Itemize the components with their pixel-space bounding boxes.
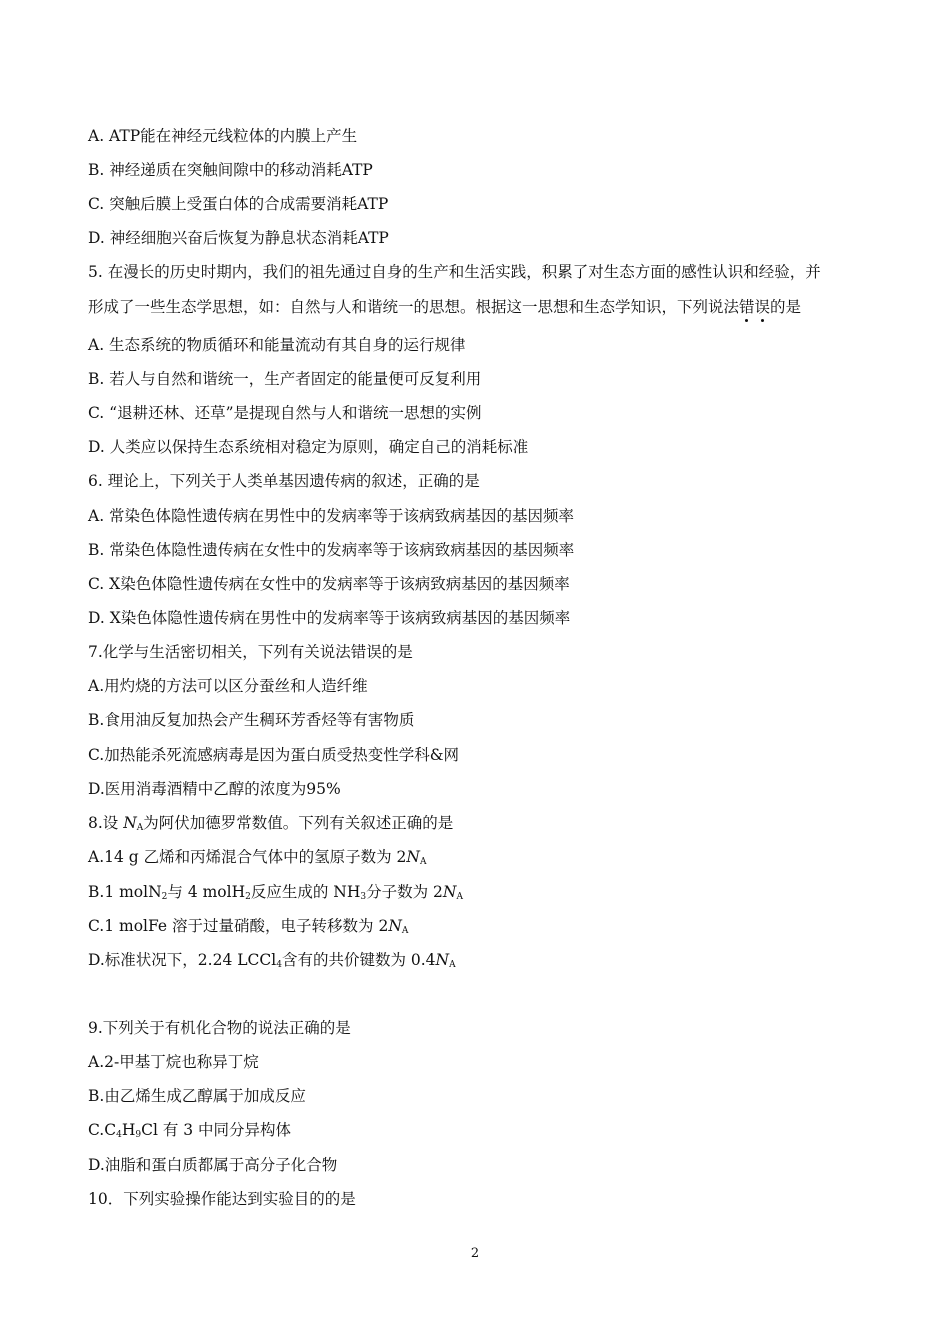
na-subscript: A — [449, 960, 456, 970]
q5-option-d: D. 人类应以保持生态系统相对稳定为原则，确定自己的消耗标准 — [88, 438, 529, 456]
q4-option-c: C. 突触后膜上受蛋白体的合成需要消耗ATP — [88, 195, 389, 213]
q8-option-b-text: 分子数为 2 — [366, 883, 443, 901]
subscript: 4 — [116, 1130, 122, 1140]
q8-stem-pre: 8.设 — [88, 814, 124, 832]
q5-option-a: A. 生态系统的物质循环和能量流动有其自身的运行规律 — [88, 336, 466, 354]
q6-option-d: D. X染色体隐性遗传病在男性中的发病率等于该病致病基因的基因频率 — [88, 609, 571, 627]
q9-option-c-text: C.C — [88, 1121, 117, 1139]
na-subscript: A — [136, 823, 144, 833]
q8-option-d-text: D.标准状况下，2.24 LCCl — [88, 951, 277, 969]
q8-option-d-text: 含有的共价键数为 0.4 — [281, 951, 436, 969]
na-symbol: N — [406, 848, 420, 866]
q9-option-c-text: H — [121, 1121, 136, 1139]
q8-option-c — [88, 916, 878, 941]
q5-stem-line2 — [88, 297, 878, 317]
q7-option-a: A.用灼烧的方法可以区分蚕丝和人造纤维 — [88, 677, 368, 695]
na-symbol: N — [388, 917, 402, 935]
q6-option-c: C. X染色体隐性遗传病在女性中的发病率等于该病致病基因的基因频率 — [88, 575, 570, 593]
q9-option-c — [88, 1120, 878, 1145]
q5-stem-line2-text: 形成了一些生态学思想，如：自然与人和谐统一的思想。根据这一思想和生态学知识，下列说法 — [88, 298, 740, 316]
subscript: 9 — [135, 1130, 142, 1140]
na-subscript: A — [456, 892, 463, 902]
page-number: 2 — [470, 1246, 480, 1261]
na-symbol: N — [435, 951, 450, 969]
q8-option-b-text: 反应生成的 NH — [250, 883, 361, 901]
q5-option-c: C. “退耕还林、还草”是提现自然与人和谐统一思想的实例 — [88, 404, 482, 422]
q4-option-b: B. 神经递质在突触间隙中的移动消耗ATP — [88, 161, 373, 179]
q8-stem — [88, 813, 878, 838]
q8-option-d — [88, 950, 878, 975]
q5-stem-line1: 5. 在漫长的历史时期内，我们的祖先通过自身的生产和生活实践，积累了对生态方面的感性认识和经验，并 — [88, 263, 821, 281]
emphasis-dot-char: 误 — [754, 298, 771, 316]
q8-option-b-text: 与 4 molH — [167, 883, 246, 901]
q9-stem: 9.下列关于有机化合物的说法正确的是 — [88, 1019, 351, 1037]
q9-option-a: A.2-甲基丁烷也称异丁烷 — [88, 1053, 259, 1071]
q7-option-d: D.医用消毒酒精中乙醇的浓度为95% — [88, 780, 341, 798]
q5-option-b: B. 若人与自然和谐统一，生产者固定的能量便可反复利用 — [88, 370, 482, 388]
emphasis-dot-char: 错 — [739, 298, 755, 316]
na-symbol: N — [123, 814, 137, 832]
q10-stem: 10．下列实验操作能达到实验目的的是 — [88, 1190, 356, 1208]
subscript: 3 — [360, 892, 367, 902]
q9-option-b: B.由乙烯生成乙醇属于加成反应 — [88, 1087, 306, 1105]
q6-option-a: A. 常染色体隐性遗传病在男性中的发病率等于该病致病基因的基因频率 — [88, 507, 575, 525]
q6-stem: 6. 理论上，下列关于人类单基因遗传病的叙述，正确的是 — [88, 472, 480, 490]
q8-option-b — [88, 882, 878, 907]
na-symbol: N — [442, 883, 457, 901]
q8-stem-post: 为阿伏加德罗常数值。下列有关叙述正确的是 — [143, 814, 454, 832]
q9-option-d: D.油脂和蛋白质都属于高分子化合物 — [88, 1156, 338, 1174]
q8-option-c-text: C.1 molFe 溶于过量硝酸，电子转移数为 2 — [88, 917, 389, 935]
q7-option-b: B.食用油反复加热会产生稠环芳香烃等有害物质 — [88, 711, 415, 729]
q8-option-a-text: A.14 g 乙烯和丙烯混合气体中的氢原子数为 2 — [88, 848, 407, 866]
q4-option-a: A. ATP能在神经元线粒体的内膜上产生 — [88, 127, 358, 145]
q8-option-b-text: B.1 molN — [88, 883, 162, 901]
q4-option-d: D. 神经细胞兴奋后恢复为静息状态消耗ATP — [88, 229, 389, 247]
subscript: 2 — [161, 892, 168, 902]
q8-option-a — [88, 847, 878, 872]
q9-option-c-text: Cl 有 3 中同分异构体 — [141, 1121, 292, 1139]
na-subscript: A — [419, 857, 427, 867]
na-subscript: A — [401, 926, 409, 936]
q6-option-b: B. 常染色体隐性遗传病在女性中的发病率等于该病致病基因的基因频率 — [88, 541, 575, 559]
q7-option-c: C.加热能杀死流感病毒是因为蛋白质受热变性学科&网 — [88, 746, 460, 764]
q5-stem-line2-end: 的是 — [770, 298, 802, 316]
subscript: 4 — [276, 960, 282, 970]
subscript: 2 — [245, 892, 251, 902]
q7-stem: 7.化学与生活密切相关，下列有关说法错误的是 — [88, 643, 413, 661]
